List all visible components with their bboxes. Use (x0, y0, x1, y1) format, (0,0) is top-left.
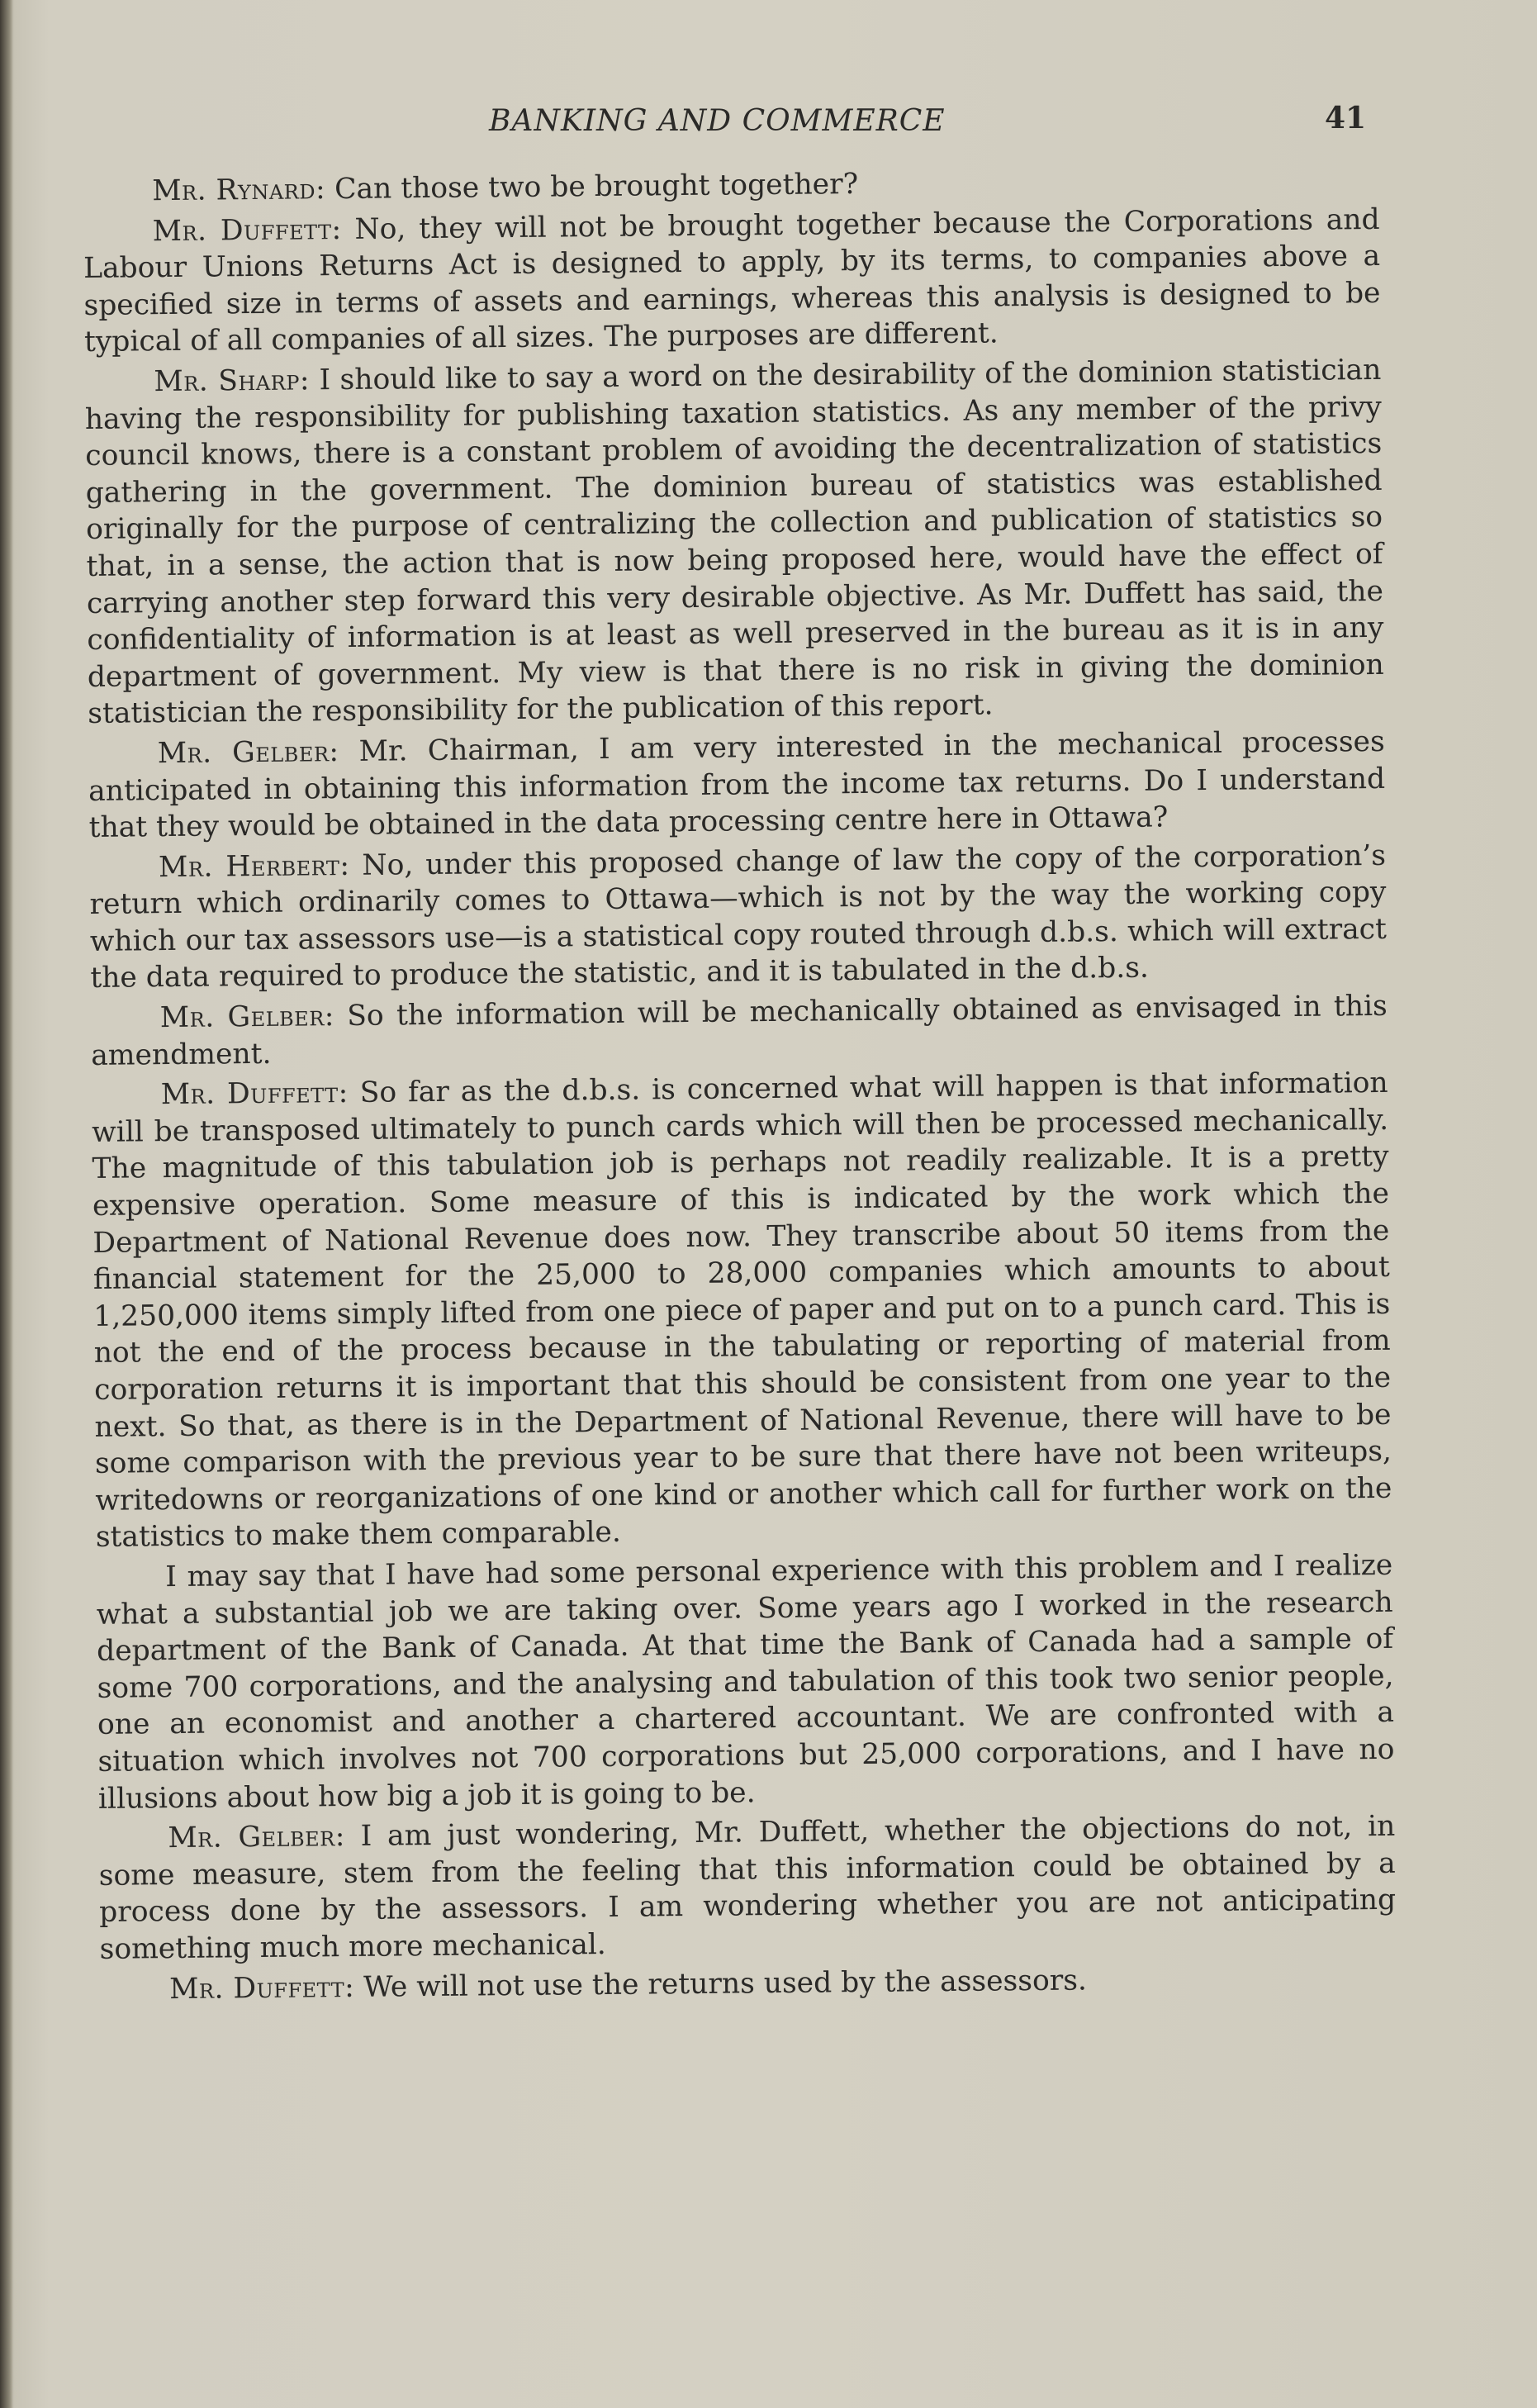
page-number: 41 (1325, 101, 1367, 135)
speaker-label: Mr. Duffett: (160, 1076, 349, 1112)
paragraph-text: Can those two be brought together? (334, 167, 859, 207)
paragraph (89, 838, 1388, 997)
paragraph-text: So the information will be mechanically obtained as envisaged in this amendment. (91, 989, 1388, 1072)
speaker-label: Mr. Duffett: (168, 1970, 355, 2006)
paragraph (83, 202, 1381, 361)
paragraph (96, 1547, 1395, 1817)
book-binding-edge (0, 0, 13, 2408)
running-head: BANKING AND COMMERCE (489, 104, 946, 138)
paragraph-text: So far as the d.b.s. is concerned what will happen is that information will be transposed ultimately to punch cards which will then be processed mechanically. The magnitude of this tabulation job is perhaps not readily realizable. It is a pretty expensive operation. Some measure of this is indicated by the work which the Department of National Revenue does now. They transcribe about 50 items from the financial statement for the 25,000 to 28,000 companies which amounts to about 1,250,000 items simply lifted from one piece of paper and put on to a punch card. This is not the end of the process because in the tabulating or reporting of material from corporation returns it is important that this should be consistent from one year to the next. So that, as there is in the Department of National Revenue, there will have to be some comparison with the previous year to be sure that there have not been writeups, writedowns or reorganizations of one kind or another which call for further work on the statistics to make them comparable. (91, 1066, 1392, 1555)
paragraph-text: I may say that I have had some personal experience with this problem and I realize what a substantial job we are taking over. Some years ago I worked in the research department of the Bank of Canada. At that time the Bank of Canada had a sample of some 700 corporations, and the analysing and tabulation of this took two senior people, one an economist and another a chartered accountant. We are confronted with a situation which involves not 700 corporations but 25,000 corporations, and I have no illusions about how big a job it is going to be. (96, 1548, 1395, 1816)
paragraph-text: Mr. Chairman, I am very interested in the mechanical processes anticipated in obtaining this information from the income tax returns. Do I understand that they would be obtained in the data processing centre here in Ottawa? (88, 724, 1386, 845)
speaker-label: Mr. Gelber: (159, 1000, 335, 1035)
paragraph (92, 1065, 1392, 1556)
paragraph-text: I should like to say a word on the desirability of the dominion statistician having the responsibility for publishing taxation statistics. As any member of the privy council knows, there is a constant problem of avoiding the decentralization of statistics gathering in the government. The dominion bureau of statistics was established originally for the purpose of centralizing the collection and publication of statistics so that, in a sense, the action that is now being proposed here, would have the effect of carrying another step forward this very desirable objective. As Mr. Duffett has said, the confidentiality of information is at least as well preserved in the bureau as it is in any department of government. My view is that there is no risk in giving the dominion statistician the responsibility for the publication of this report. (84, 353, 1384, 731)
paragraph-text: I am just wondering, Mr. Duffett, whether the objections do not, in some measure, stem from the feeling that this information could be obtained by a process done by the assessors. I am wondering whether you are not anticipating something much more mechanical. (98, 1809, 1397, 1966)
speaker-label: Mr. Rynard: (152, 173, 326, 208)
speaker-label: Mr. Herbert: (158, 848, 350, 884)
speaker-label: Mr. Gelber: (168, 1820, 346, 1855)
paragraph (88, 724, 1386, 847)
speaker-label: Mr. Duffett: (152, 212, 342, 248)
transcript-body (83, 161, 1397, 2011)
paragraph (91, 988, 1388, 1074)
paragraph (98, 1808, 1397, 1968)
speaker-label: Mr. Sharp: (154, 363, 311, 399)
page-header (0, 97, 1537, 147)
paragraph-text: No, under this proposed change of law the copy of the corporation’s return which ordinarily comes to Ottawa—which is not by the way the working copy which our tax assessors use—is a statistical copy routed through d.b.s. which will extract the data required to produce the statistic, and it is tabulated in the d.b.s. (89, 838, 1388, 995)
paragraph-text: We will not use the returns used by the assessors. (363, 1963, 1088, 2004)
paragraph (100, 1959, 1397, 2008)
paragraph-text: No, they will not be brought together because the Corporations and Labour Unions Returns Act is designed to apply, by its terms, to companies above a specified size in terms of assets and earnings, whereas this analysis is designed to be typical of all companies of all sizes. The purposes are different. (83, 202, 1381, 359)
speaker-label: Mr. Gelber: (157, 734, 339, 771)
paragraph (84, 352, 1384, 733)
